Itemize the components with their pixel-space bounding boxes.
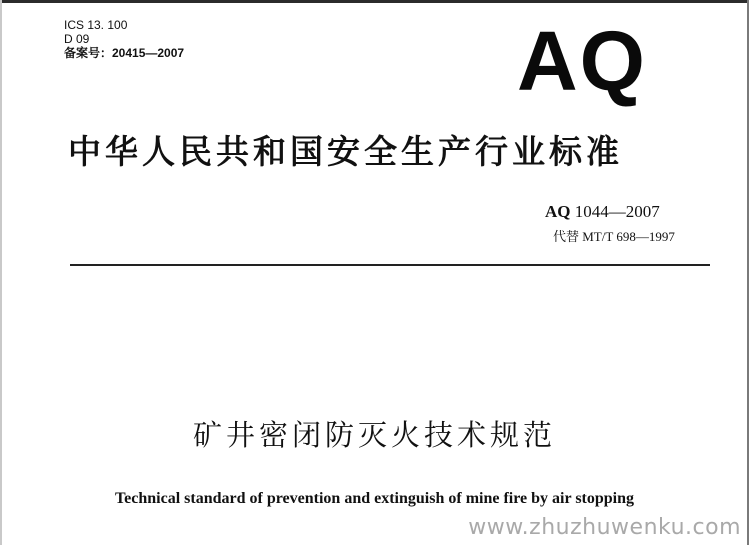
site-watermark: www.zhuzhuwenku.com xyxy=(468,515,741,540)
document-title-cn: 矿井密闭防灭火技术规范 xyxy=(192,418,556,452)
standard-category-title: 中华人民共和国安全生产行业标准 xyxy=(68,132,623,171)
ics-code: ICS 13. 100 xyxy=(64,18,128,32)
filing-number: 备案号：20415—2007 xyxy=(64,46,185,60)
standard-code: AQ xyxy=(545,202,571,221)
standard-number-value: 1044—2007 xyxy=(574,202,660,221)
header-divider xyxy=(70,264,710,266)
page-top-border xyxy=(0,0,749,3)
aq-logo: AQ xyxy=(517,14,647,108)
page-left-border xyxy=(0,0,2,545)
ccs-code: D 09 xyxy=(64,32,90,46)
document-title-en: Technical standard of prevention and extinguish of mine fire by air stopping xyxy=(114,490,635,507)
standard-number xyxy=(545,202,660,222)
replaces-standard: 代替 MT/T 698—1997 xyxy=(553,229,675,244)
classification-block xyxy=(64,18,184,60)
